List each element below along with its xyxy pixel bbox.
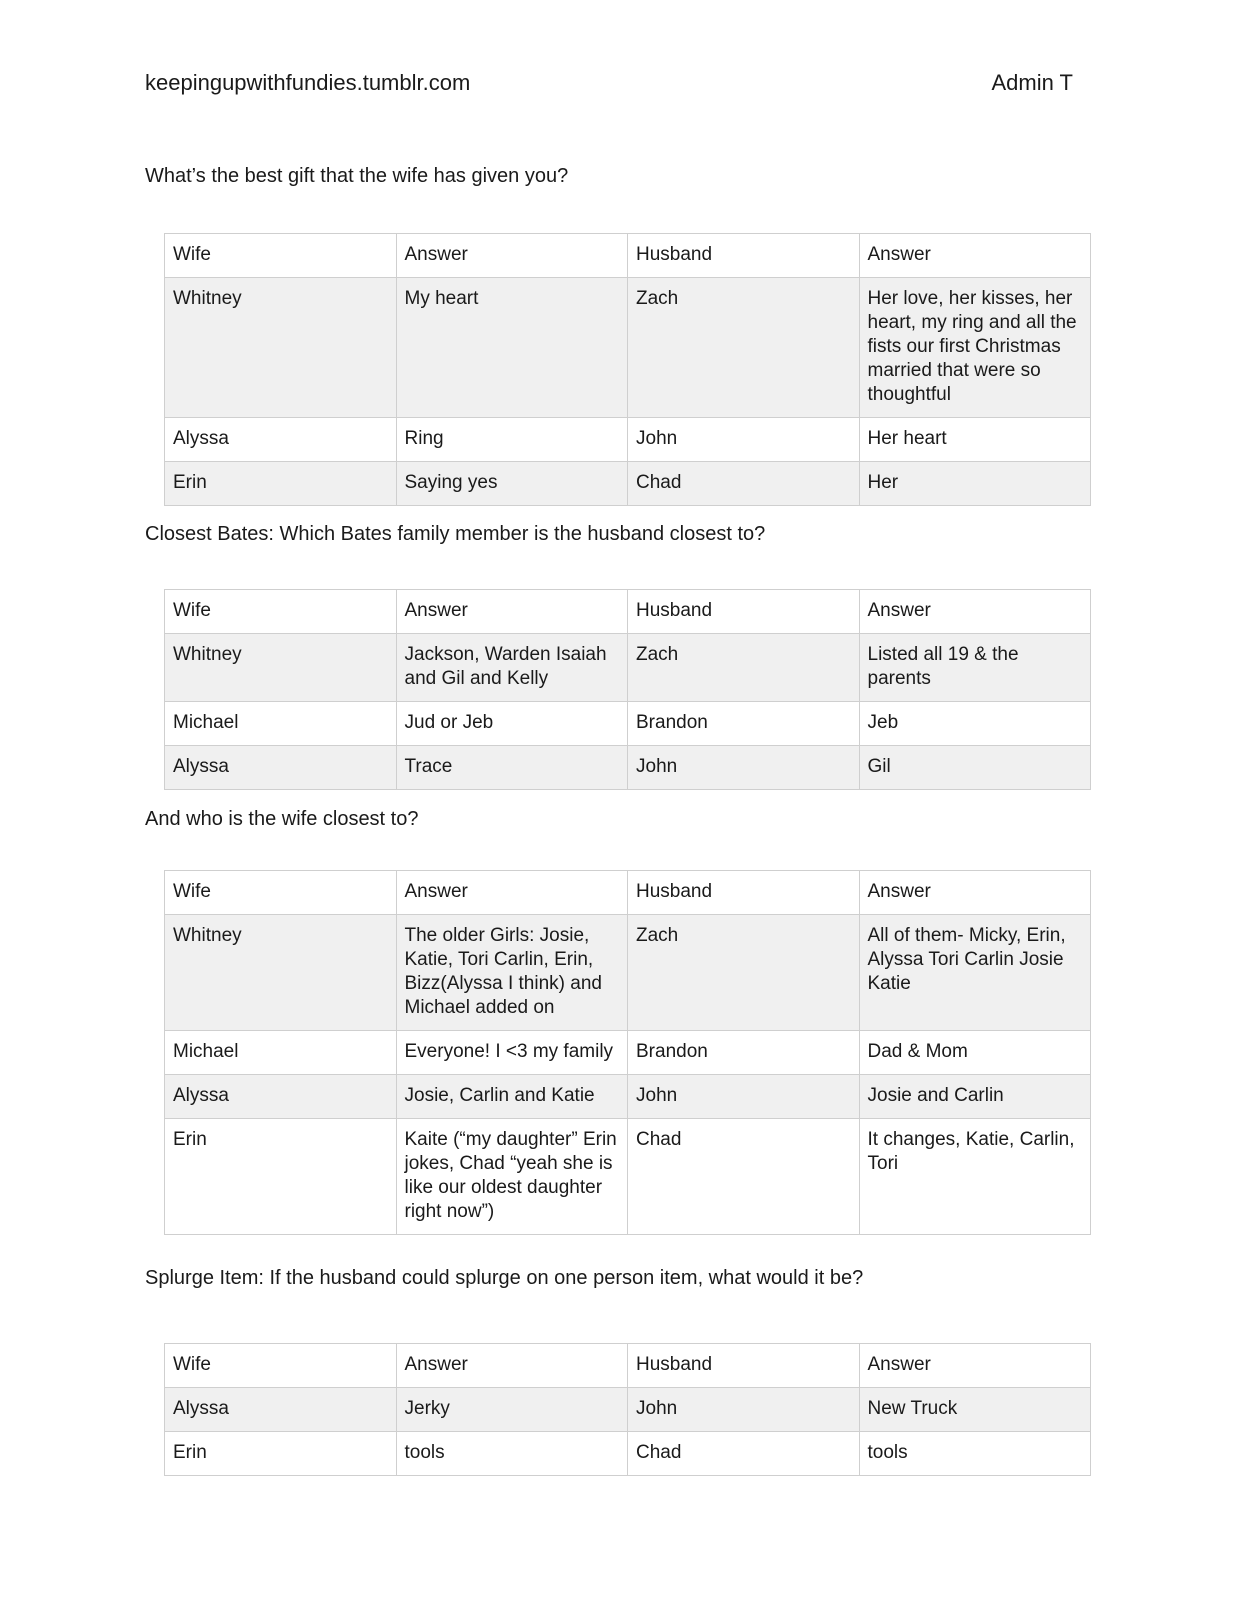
wife-answer: Trace (396, 746, 628, 790)
answers-table-4 (164, 1343, 1091, 1476)
husband-name: Chad (628, 462, 860, 506)
husband-answer: Her (859, 462, 1091, 506)
column-header: Wife (165, 234, 397, 278)
wife-name: Erin (165, 462, 397, 506)
column-header: Wife (165, 1344, 397, 1388)
husband-answer: Gil (859, 746, 1091, 790)
table-header-row (165, 234, 1091, 278)
page-header (145, 70, 1073, 102)
husband-name: Zach (628, 278, 860, 418)
column-header: Husband (628, 590, 860, 634)
table-row (165, 634, 1091, 702)
section-question-2: Closest Bates: Which Bates family member is the husband closest to? (145, 523, 766, 545)
column-header: Husband (628, 234, 860, 278)
wife-answer: Jackson, Warden Isaiah and Gil and Kelly (396, 634, 628, 702)
site-url: keepingupwithfundies.tumblr.com (145, 70, 471, 95)
wife-name: Alyssa (165, 746, 397, 790)
husband-answer: Dad & Mom (859, 1031, 1091, 1075)
husband-name: Brandon (628, 1031, 860, 1075)
column-header: Answer (396, 234, 628, 278)
table-row (165, 462, 1091, 506)
wife-answer: Josie, Carlin and Katie (396, 1075, 628, 1119)
husband-answer: New Truck (859, 1388, 1091, 1432)
answers-table-2 (164, 589, 1091, 790)
husband-answer: Listed all 19 & the parents (859, 634, 1091, 702)
husband-name: John (628, 1388, 860, 1432)
column-header: Answer (859, 234, 1091, 278)
husband-name: Chad (628, 1432, 860, 1476)
column-header: Husband (628, 871, 860, 915)
table-header-row (165, 1344, 1091, 1388)
husband-name: Chad (628, 1119, 860, 1235)
wife-answer: Jerky (396, 1388, 628, 1432)
column-header: Answer (396, 871, 628, 915)
wife-answer: Kaite (“my daughter” Erin jokes, Chad “yeah she is like our oldest daughter right now”) (396, 1119, 628, 1235)
husband-answer: Josie and Carlin (859, 1075, 1091, 1119)
answers-table-3 (164, 870, 1091, 1235)
column-header: Answer (859, 871, 1091, 915)
wife-name: Michael (165, 702, 397, 746)
author-label: Admin T (991, 70, 1073, 95)
table-row (165, 418, 1091, 462)
husband-answer: All of them- Micky, Erin, Alyssa Tori Carlin Josie Katie (859, 915, 1091, 1031)
husband-answer: Her heart (859, 418, 1091, 462)
wife-answer: Saying yes (396, 462, 628, 506)
section-question-3: And who is the wife closest to? (145, 808, 419, 830)
wife-name: Erin (165, 1119, 397, 1235)
wife-name: Michael (165, 1031, 397, 1075)
wife-name: Alyssa (165, 1388, 397, 1432)
answers-table-1 (164, 233, 1091, 506)
table-row (165, 702, 1091, 746)
column-header: Wife (165, 871, 397, 915)
table-row (165, 1388, 1091, 1432)
column-header: Husband (628, 1344, 860, 1388)
section-question-1: What’s the best gift that the wife has given you? (145, 165, 569, 187)
table-row (165, 1031, 1091, 1075)
husband-answer: It changes, Katie, Carlin, Tori (859, 1119, 1091, 1235)
husband-name: John (628, 418, 860, 462)
wife-answer: Everyone! I <3 my family (396, 1031, 628, 1075)
column-header: Answer (396, 1344, 628, 1388)
husband-answer: tools (859, 1432, 1091, 1476)
wife-name: Whitney (165, 634, 397, 702)
wife-name: Whitney (165, 278, 397, 418)
wife-answer: Jud or Jeb (396, 702, 628, 746)
husband-answer: Her love, her kisses, her heart, my ring and all the fists our first Christmas married that were so thoughtful (859, 278, 1091, 418)
table-row (165, 278, 1091, 418)
wife-answer: tools (396, 1432, 628, 1476)
table-header-row (165, 871, 1091, 915)
table-row (165, 1075, 1091, 1119)
husband-name: Zach (628, 915, 860, 1031)
wife-answer: Ring (396, 418, 628, 462)
column-header: Answer (396, 590, 628, 634)
wife-name: Alyssa (165, 1075, 397, 1119)
wife-answer: The older Girls: Josie, Katie, Tori Carlin, Erin, Bizz(Alyssa I think) and Michael added on (396, 915, 628, 1031)
wife-name: Erin (165, 1432, 397, 1476)
table-row (165, 915, 1091, 1031)
husband-name: Zach (628, 634, 860, 702)
table-row (165, 746, 1091, 790)
column-header: Wife (165, 590, 397, 634)
table-row (165, 1119, 1091, 1235)
husband-name: Brandon (628, 702, 860, 746)
column-header: Answer (859, 590, 1091, 634)
husband-answer: Jeb (859, 702, 1091, 746)
column-header: Answer (859, 1344, 1091, 1388)
table-header-row (165, 590, 1091, 634)
husband-name: John (628, 1075, 860, 1119)
table-row (165, 1432, 1091, 1476)
wife-answer: My heart (396, 278, 628, 418)
section-question-4: Splurge Item: If the husband could splurge on one person item, what would it be? (145, 1267, 864, 1289)
wife-name: Alyssa (165, 418, 397, 462)
husband-name: John (628, 746, 860, 790)
wife-name: Whitney (165, 915, 397, 1031)
